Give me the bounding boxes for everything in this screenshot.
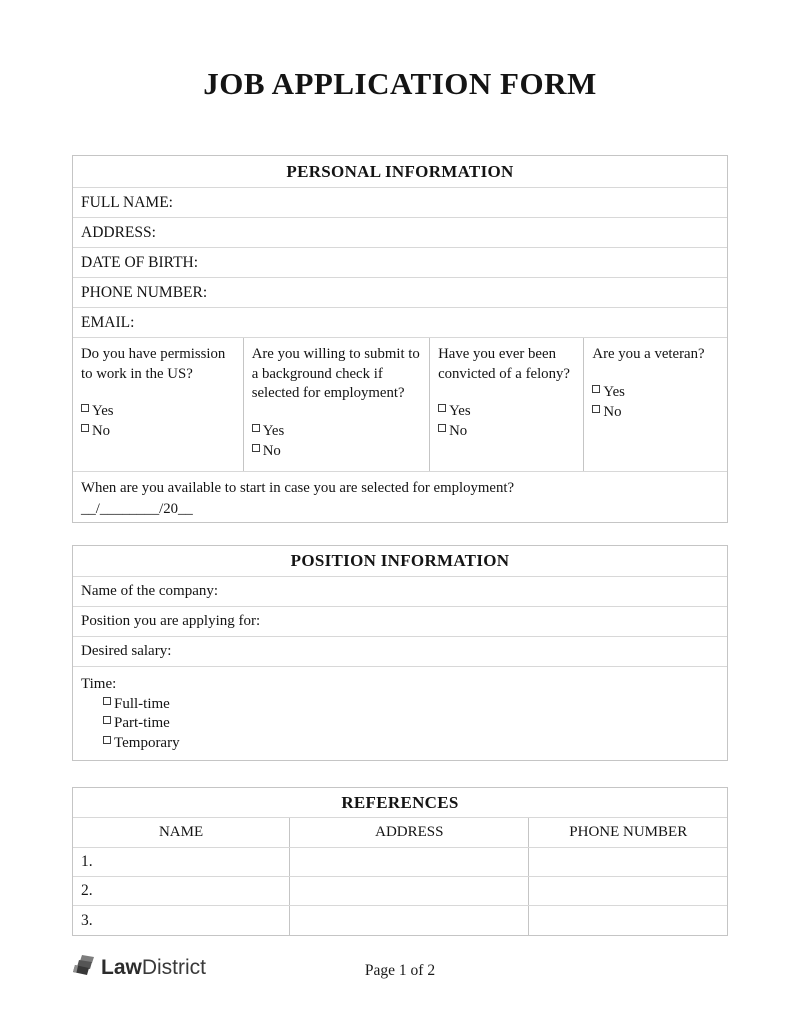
checkbox-icon[interactable]: [592, 405, 600, 413]
option-label: Yes: [449, 403, 471, 420]
option-label: Temporary: [114, 734, 180, 751]
checkbox-icon[interactable]: [81, 424, 89, 432]
field-row-email[interactable]: [73, 308, 727, 338]
checkbox-icon[interactable]: [438, 404, 446, 412]
reference-row-2: [73, 877, 727, 906]
reference-3-phone-cell[interactable]: [529, 906, 727, 935]
reference-1-address-cell[interactable]: [290, 848, 529, 876]
checkbox-icon[interactable]: [438, 424, 446, 432]
address-label: ADDRESS:: [81, 223, 156, 241]
email-label: EMAIL:: [81, 313, 135, 331]
column-header-phone-number: PHONE NUMBER: [569, 824, 688, 840]
personal-information-header: PERSONAL INFORMATION: [73, 156, 727, 188]
reference-row-1: [73, 848, 727, 877]
field-row-full-name[interactable]: [73, 188, 727, 218]
date-of-birth-label: DATE OF BIRTH:: [81, 253, 199, 271]
question-text: Do you have permission to work in the US?: [81, 346, 226, 382]
reference-row-3: [73, 906, 727, 935]
page-title: JOB APPLICATION FORM: [203, 66, 597, 101]
references-table: [72, 787, 728, 936]
time-label: Time:: [81, 676, 117, 692]
time-section: [73, 667, 727, 760]
field-row-phone-number[interactable]: [73, 278, 727, 308]
column-header-address: ADDRESS: [290, 818, 529, 847]
option-label: No: [603, 403, 622, 420]
position-label: Position you are applying for:: [81, 613, 261, 629]
question-felony: [430, 338, 584, 471]
question-text: Are you willing to submit to a background check if selected for employment?: [251, 346, 420, 402]
references-column-headers: [73, 818, 727, 848]
veteran-yes-option[interactable]: [592, 383, 719, 403]
reference-3-name-cell[interactable]: [73, 906, 290, 935]
field-row-position[interactable]: [73, 607, 727, 637]
option-label: Part-time: [114, 715, 170, 732]
background-check-no-option[interactable]: [252, 442, 421, 462]
question-text: Are you a veteran?: [592, 346, 705, 362]
reference-3-address-cell[interactable]: [290, 906, 529, 935]
availability-question: When are you available to start in case you are selected for employment?: [81, 480, 515, 496]
question-veteran: [584, 338, 727, 471]
option-label: Yes: [603, 383, 625, 400]
checkbox-icon[interactable]: [103, 716, 111, 724]
row-number: 3.: [81, 911, 93, 929]
field-row-date-of-birth[interactable]: [73, 248, 727, 278]
checkbox-icon[interactable]: [252, 424, 260, 432]
option-label: No: [262, 442, 281, 459]
phone-number-label: PHONE NUMBER:: [81, 283, 208, 301]
option-label: Yes: [262, 422, 285, 439]
position-information-table: [72, 545, 728, 761]
option-label: No: [449, 423, 468, 440]
availability-row[interactable]: [73, 472, 727, 522]
eligibility-questions-row: [73, 338, 727, 472]
checkbox-icon[interactable]: [252, 444, 260, 452]
row-number: 1.: [81, 853, 93, 870]
veteran-no-option[interactable]: [592, 403, 719, 423]
temporary-option[interactable]: [103, 734, 719, 754]
logo-text-law: Law: [101, 956, 142, 979]
full-name-label: FULL NAME:: [81, 193, 173, 211]
option-label: No: [92, 423, 111, 440]
checkbox-icon[interactable]: [103, 736, 111, 744]
reference-2-name-cell[interactable]: [73, 877, 290, 905]
references-header: REFERENCES: [73, 788, 727, 818]
reference-2-address-cell[interactable]: [290, 877, 529, 905]
checkbox-icon[interactable]: [81, 404, 89, 412]
company-name-label: Name of the company:: [81, 583, 219, 599]
field-row-desired-salary[interactable]: [73, 637, 727, 667]
position-information-header: POSITION INFORMATION: [73, 546, 727, 577]
column-header-name: NAME: [73, 818, 290, 847]
felony-yes-option[interactable]: [438, 402, 575, 422]
question-work-permission: [73, 338, 244, 471]
desired-salary-label: Desired salary:: [81, 643, 172, 659]
full-time-option[interactable]: [103, 695, 719, 715]
option-label: Yes: [92, 403, 114, 420]
felony-no-option[interactable]: [438, 422, 575, 442]
checkbox-icon[interactable]: [592, 385, 600, 393]
field-row-company-name[interactable]: [73, 577, 727, 607]
row-number: 2.: [81, 882, 93, 899]
option-label: Full-time: [114, 695, 170, 712]
field-row-address[interactable]: [73, 218, 727, 248]
reference-2-phone-cell[interactable]: [529, 877, 727, 905]
reference-1-name-cell[interactable]: [73, 848, 290, 876]
reference-1-phone-cell[interactable]: [529, 848, 727, 876]
personal-information-table: [72, 155, 728, 523]
question-text: Have you ever been convicted of a felony?: [438, 346, 570, 382]
checkbox-icon[interactable]: [103, 697, 111, 705]
page-number-label: Page 1 of 2: [364, 962, 436, 979]
availability-blank-line[interactable]: __/________/20__: [81, 501, 193, 518]
work-permission-yes-option[interactable]: [81, 402, 235, 422]
question-background-check: [244, 338, 430, 471]
logo-text-district: District: [141, 956, 207, 979]
part-time-option[interactable]: [103, 714, 719, 734]
background-check-yes-option[interactable]: [252, 422, 421, 442]
work-permission-no-option[interactable]: [81, 422, 235, 442]
